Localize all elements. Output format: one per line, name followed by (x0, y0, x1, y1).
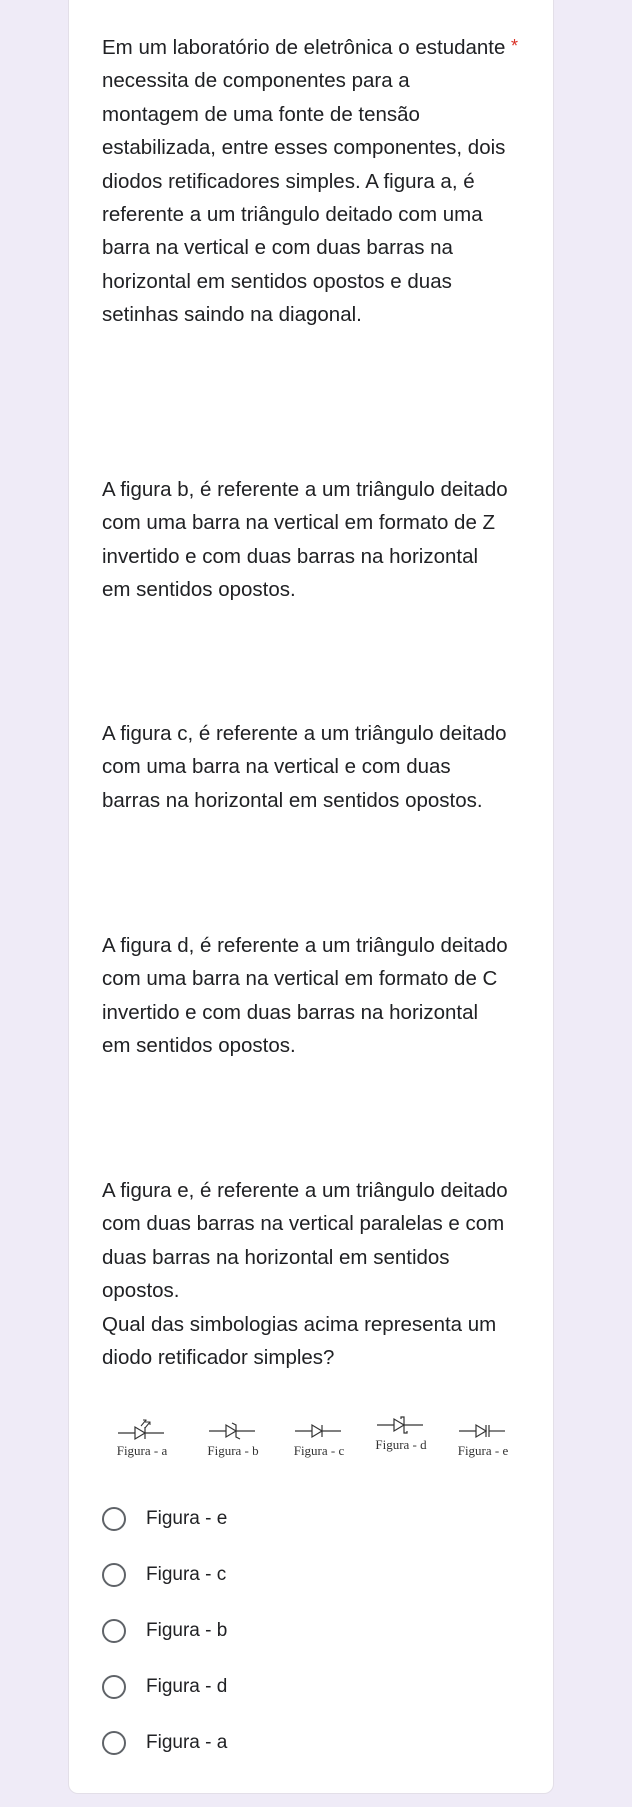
radio-button-icon[interactable] (102, 1675, 126, 1699)
figure-d-label: Figura - d (375, 1437, 427, 1452)
question-text-figure-e: A figura e, é referente a um triângulo deitado com duas barras na vertical paralelas e com duas barras na horizontal em sentidos opostos. (102, 1179, 508, 1303)
answer-options (102, 1491, 502, 1771)
figure-c (282, 1418, 356, 1458)
figure-a (102, 1418, 182, 1458)
radio-button-icon[interactable] (102, 1619, 126, 1643)
option-label: Figura - d (146, 1676, 228, 1697)
figure-d (364, 1412, 438, 1452)
required-marker: * (511, 36, 519, 56)
option-label: Figura - e (146, 1508, 228, 1529)
option-figura-d[interactable] (102, 1659, 502, 1715)
figure-a-label: Figura - a (116, 1443, 168, 1458)
figure-b-label: Figura - b (207, 1443, 259, 1458)
option-label: Figura - a (146, 1732, 228, 1753)
question-prompt: Qual das simbologias acima representa um diodo retificador simples? (102, 1313, 497, 1370)
question-text-figure-c: A figura c, é referente a um triângulo deitado com uma barra na vertical e com duas barras na horizontal em sentidos opostos. (102, 722, 507, 812)
double-bar-diode-icon (457, 1418, 509, 1444)
figure-e (446, 1418, 520, 1458)
figure-e-label: Figura - e (457, 1443, 509, 1458)
zener-diode-icon (207, 1418, 259, 1444)
question-text-intro: Em um laboratório de eletrônica o estudante necessita de componentes para a montagem de uma fonte de tensão estabilizada, entre esses componentes, dois diodos retificadores simples. A figura a, é referente a um triângulo deitado com uma barra na vertical e com duas barras na horizontal em sentidos opostos e duas setinhas saindo na diagonal. (102, 36, 506, 327)
option-label: Figura - b (146, 1620, 228, 1641)
figure-b (196, 1418, 270, 1458)
radio-button-icon[interactable] (102, 1731, 126, 1755)
option-figura-a[interactable] (102, 1715, 502, 1771)
option-figura-b[interactable] (102, 1603, 502, 1659)
question-text-figure-b: A figura b, é referente a um triângulo deitado com uma barra na vertical em formato de Z invertido e com duas barras na horizontal em sentidos opostos. (102, 478, 508, 602)
rectifier-diode-icon (293, 1418, 345, 1444)
radio-button-icon[interactable] (102, 1563, 126, 1587)
led-diode-icon (116, 1418, 168, 1444)
radio-button-icon[interactable] (102, 1507, 126, 1531)
option-figura-c[interactable] (102, 1547, 502, 1603)
diode-symbols-figure (102, 1418, 522, 1468)
schottky-diode-icon (375, 1412, 427, 1438)
option-label: Figura - c (146, 1564, 227, 1585)
figure-c-label: Figura - c (293, 1443, 345, 1458)
option-figura-e[interactable] (102, 1491, 502, 1547)
question-text-figure-d: A figura d, é referente a um triângulo deitado com uma barra na vertical em formato de C invertido e com duas barras na horizontal em sentidos opostos. (102, 934, 508, 1058)
